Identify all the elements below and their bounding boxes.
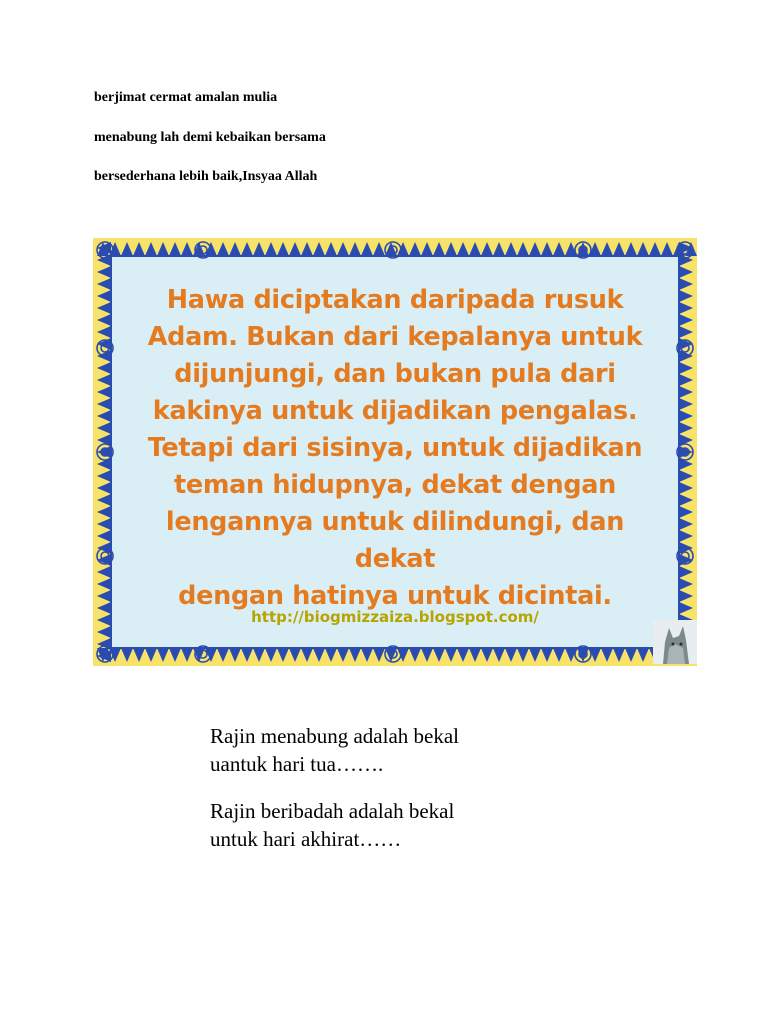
quote-line-2: Adam. Bukan dari kepalanya untuk bbox=[147, 322, 643, 352]
quote-line-7: lengannya untuk dilindungi, dan dekat bbox=[165, 507, 625, 574]
quote-line-1: Hawa diciptakan daripada rusuk bbox=[166, 285, 624, 315]
closing-paragraph-2 bbox=[210, 797, 650, 853]
header-line-3: bersederhana lebih baik,Insyaa Allah bbox=[94, 169, 318, 184]
closing-paragraph-1 bbox=[210, 722, 650, 778]
closing-paragraph-1-line-2: uantuk hari tua……. bbox=[210, 752, 384, 776]
quote-line-6: teman hidupnya, dekat dengan bbox=[173, 470, 617, 500]
closing-paragraph-1-line-1: Rajin menabung adalah bekal bbox=[210, 724, 459, 748]
cat-logo-icon bbox=[653, 620, 697, 664]
quote-text bbox=[123, 282, 667, 615]
quote-card-image bbox=[93, 238, 697, 666]
closing-paragraph-2-line-2: untuk hari akhirat…… bbox=[210, 827, 402, 851]
quote-line-4: kakinya untuk dijadikan pengalas. bbox=[152, 396, 638, 426]
header-line-1: berjimat cermat amalan mulia bbox=[94, 90, 278, 105]
quote-line-5: Tetapi dari sisinya, untuk dijadikan bbox=[147, 433, 643, 463]
header-line-2: menabung lah demi kebaikan bersama bbox=[94, 130, 326, 145]
blog-url-text: http://biogmizzaiza.blogspot.com/ bbox=[251, 608, 539, 626]
closing-paragraph-2-line-1: Rajin beribadah adalah bekal bbox=[210, 799, 455, 823]
quote-line-8: dengan hatinya untuk dicintai. bbox=[178, 581, 612, 611]
quote-line-3: dijunjungi, dan bukan pula dari bbox=[174, 359, 616, 389]
